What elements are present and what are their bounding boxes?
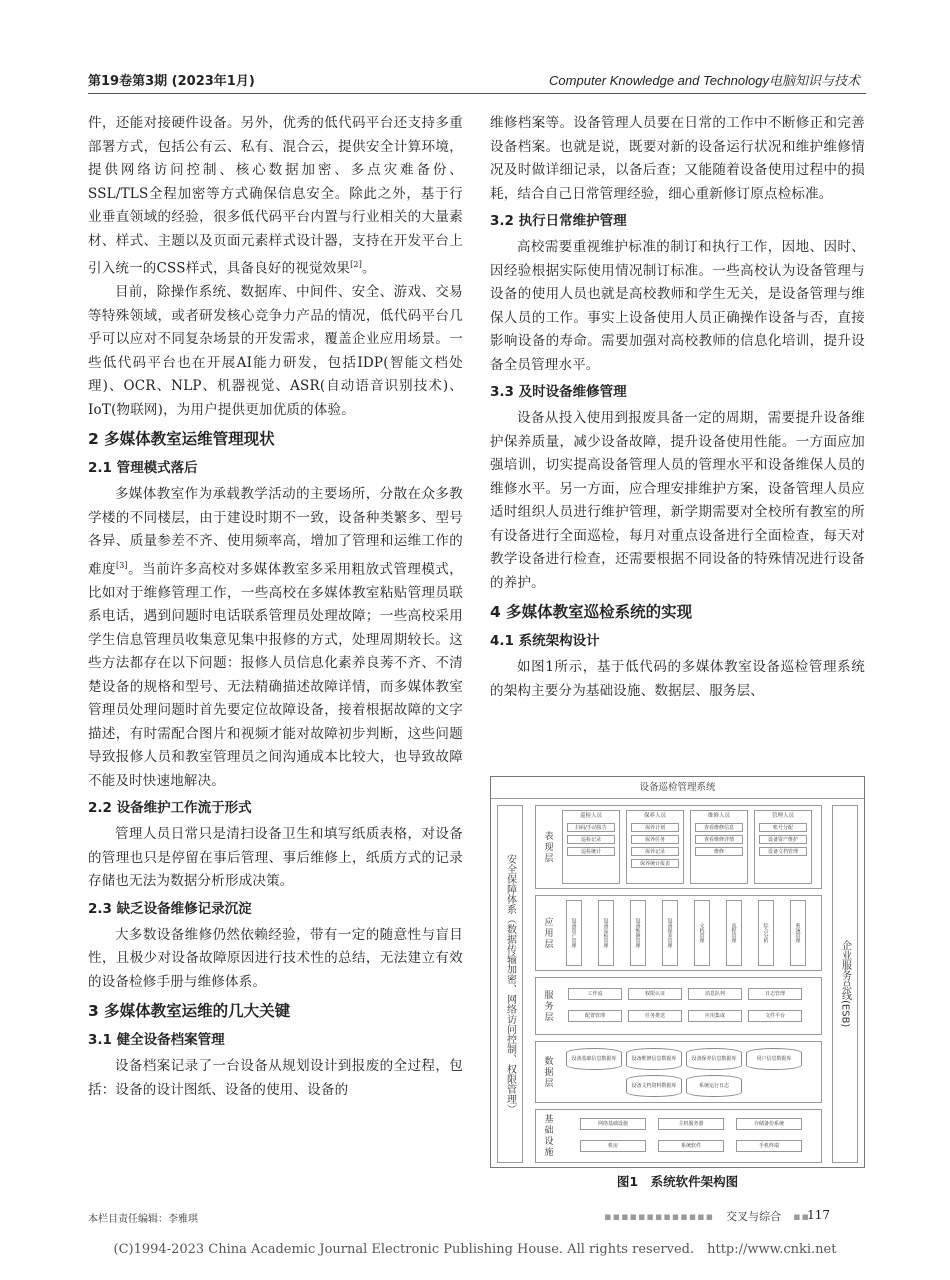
copyright-notice: (C)1994-2023 China Academic Journal Electronic Publishing House. All rights reserved. http://www.cnki.net	[113, 1242, 837, 1257]
section-heading: 4 多媒体教室巡检系统的实现	[490, 603, 693, 621]
esb-bar: 企业服务总线(ESB)	[832, 805, 858, 1163]
subsection-heading: 3.1 健全设备档案管理	[88, 1032, 225, 1048]
infra-box: 存储备份系统	[736, 1118, 802, 1130]
subsection-heading: 2.1 管理模式落后	[88, 460, 198, 476]
responsible-editor: 本栏目责任编辑：李雅琪	[88, 1214, 198, 1225]
subsection-heading: 2.3 缺乏设备维修记录沉淀	[88, 900, 252, 917]
diagram-title: 设备巡检管理系统	[491, 777, 864, 799]
left-column	[88, 112, 463, 1102]
paragraph: 目前，除操作系统、数据库、中间件、安全、游戏、交易等特殊领域，或者研发核心竞争力产品的情况，低代码平台几乎可以应对不同复杂场景的开发需求，覆盖企业应用场景。一些低代码平台也在开展AI能力研发，包括IDP(智能文档处理)、OCR、NLP、机器视觉、ASR(自动语音识别技术)、IoT(物联网)，为用户提供更加优质的体验。	[88, 284, 463, 418]
infra-box: 手机终端	[736, 1140, 802, 1152]
service-box: 工作流	[568, 988, 622, 1000]
section-heading: 3 多媒体教室运维的几大关键	[88, 1002, 291, 1020]
data-layer	[535, 1041, 822, 1103]
service-box: 日志管理	[748, 988, 802, 1000]
app-module: 设备资产管理	[566, 900, 582, 966]
presentation-layer	[535, 805, 822, 889]
security-system-bar: 安全保障体系（数据传输加密、网络访问控制、权限管理）	[497, 805, 523, 1163]
app-module: 文档管理	[694, 900, 710, 966]
role-box: 保养人员 保养计划 保养任务 保养记录 保养统计报表	[626, 810, 684, 884]
role-box: 维修人员 查看维修信息 查看维修详情 维修	[690, 810, 748, 884]
figure-caption: 图1 系统软件架构图	[616, 1174, 739, 1189]
application-layer	[535, 895, 822, 971]
app-module: 系统管理	[790, 900, 806, 966]
layer-label: 基础设施	[542, 1114, 553, 1158]
infra-box: 网络基础设施	[580, 1118, 646, 1130]
service-layer	[535, 977, 822, 1035]
paragraph: 设备档案记录了一台设备从规划设计到报废的全过程，包括：设备的设计图纸、设备的使用、设备的	[88, 1058, 463, 1098]
architecture-diagram	[490, 776, 865, 1168]
paragraph: 多媒体教室作为承载教学活动的主要场所，分散在众多教学楼的不同楼层，由于建设时期不一致，设备种类繁多、型号各异、质量参差不齐、使用频率高，增加了管理和运维工作的难度[3]。当前许多高校对多媒体教室多采用粗放式管理模式，比如对于维修管理工作，一些高校在多媒体教室粘贴管理员联系电话，遇到问题时电话联系管理员处理故障；一些高校采用学生信息管理员收集意见集中报修的方式，处理周期较长。这些方法都存在以下问题：报修人员信息化素养良莠不齐、不清楚设备的规格和型号、无法精确描述故障详情，而多媒体教室管理员处理问题时首先要定位故障设备，接着根据故障的文字描述，有时需配合图片和视频才能对故障初步判断，这些问题导致报修人员和教室管理员之间沟通成本比较大，也导致故障不能及时快速地解决。	[88, 486, 463, 789]
section-heading: 2 多媒体教室运维管理现状	[88, 430, 275, 448]
role-box: 管理人员 账号分配 设备资产维护 设备文档管理	[754, 810, 812, 884]
subsection-heading: 3.3 及时设备维修管理	[490, 384, 627, 400]
subsection-heading: 4.1 系统架构设计	[490, 633, 600, 649]
service-box: 配置管理	[568, 1010, 622, 1022]
service-box: 文件平台	[748, 1010, 802, 1022]
service-box: 应用集成	[688, 1010, 742, 1022]
database-cylinder: 用户信息数据库	[746, 1048, 802, 1070]
role-box: 巡检人员 扫码/手动报告 巡检记录 巡检统计	[562, 810, 620, 884]
paragraph: 高校需要重视维护标准的制订和执行工作，因地、因时、因经验根据实际使用情况制订标准。一些高校认为设备管理与设备的使用人员也就是高校教师和学生无关，是设备管理与维保人员的工作。事实上设备使用人员正确操作设备与否，直接影响设备的寿命。需要加强对高校教师的信息化培训，提升设备全员管理水平。	[490, 239, 865, 373]
section-label: ▪▪▪▪▪▪▪▪▪▪▪▪▪ 交叉与综合 ▪▪	[604, 1210, 810, 1223]
subsection-heading: 2.2 设备维护工作流于形式	[88, 800, 252, 816]
infra-box: 机房	[580, 1140, 646, 1152]
infra-box: 主机服务器	[658, 1118, 724, 1130]
journal-issue: 第19卷第3期 (2023年1月)	[88, 74, 255, 89]
database-cylinder: 系统运行日志	[686, 1075, 742, 1097]
layer-label: 数据层	[542, 1055, 553, 1089]
app-module: 综合分析	[758, 900, 774, 966]
journal-title: Computer Knowledge and Technology电脑知识与技术	[549, 73, 860, 88]
database-cylinder: 设备维修信息数据库	[626, 1048, 682, 1070]
database-cylinder: 设备基础信息数据库	[566, 1048, 622, 1070]
right-column	[490, 112, 865, 703]
paragraph: 维修档案等。设备管理人员要在日常的工作中不断修正和完善设备档案。也就是说，既要对新的设备运行状况和维护维修情况及时做详细记录，以备后查；又能随着设备使用过程中的损耗，结合自己日常管理经验，细心重新修订原点检标准。	[490, 115, 865, 202]
paragraph: 件，还能对接硬件设备。另外，优秀的低代码平台还支持多重部署方式，包括公有云、私有、混合云，提供安全计算环境，提供网络访问控制、核心数据加密、多点灾难备份、SSL/TLS全程加密等方式确保信息安全。除此之外，基于行业垂直领域的经验，很多低代码平台内置与行业相关的大量素材、样式、主题以及页面元素样式设计器，支持在开发平台上引入统一的CSS样式，具备良好的视觉效果[2]。	[88, 115, 463, 277]
paragraph: 大多数设备维修仍然依赖经验，带有一定的随意性与盲目性，且极少对设备故障原因进行技术性的总结，无法建立有效的设备检修手册与维修体系。	[88, 926, 463, 990]
service-box: 消息队列	[688, 988, 742, 1000]
app-module: 设备巡检管理	[598, 900, 614, 966]
layer-label: 应用层	[542, 916, 553, 950]
infrastructure-layer	[535, 1109, 822, 1163]
subsection-heading: 3.2 执行日常维护管理	[490, 213, 627, 229]
page-number: 117	[807, 1208, 830, 1222]
database-cylinder: 设备保养信息数据库	[686, 1048, 742, 1070]
header-rule	[88, 93, 866, 94]
database-cylinder: 设备文档资料数据库	[626, 1075, 682, 1097]
layer-label: 服务层	[542, 989, 553, 1023]
app-module: 设备保养管理	[662, 900, 678, 966]
infra-box: 系统软件	[658, 1140, 724, 1152]
service-box: 权限认证	[628, 988, 682, 1000]
paragraph: 如图1所示，基于低代码的多媒体教室设备巡检管理系统的架构主要分为基础设施、数据层、服务层、	[490, 659, 865, 699]
app-module: 设备维修管理	[630, 900, 646, 966]
paragraph: 管理人员日常只是清扫设备卫生和填写纸质表格，对设备的管理也只是停留在事后管理、事后维修上，纸质方式的记录存储也无法为数据分析形成决策。	[88, 826, 463, 889]
app-module: 流程管理	[726, 900, 742, 966]
service-box: 任务推送	[628, 1010, 682, 1022]
paragraph: 设备从投入使用到报废具备一定的周期，需要提升设备维护保养质量，减少设备故障，提升设备使用性能。一方面应加强培训，切实提高设备管理人员的管理水平和设备维保人员的维修水平。另一方面，应合理安排维护方案，设备管理人员应适时组织人员进行维护管理，新学期需要对全校所有教室的所有设备进行全面巡检，每月对重点设备进行全面检查，每天对教学设备进行检查，还需要根据不同设备的特殊情况进行设备的养护。	[490, 410, 865, 591]
layer-label: 表现层	[542, 830, 553, 864]
